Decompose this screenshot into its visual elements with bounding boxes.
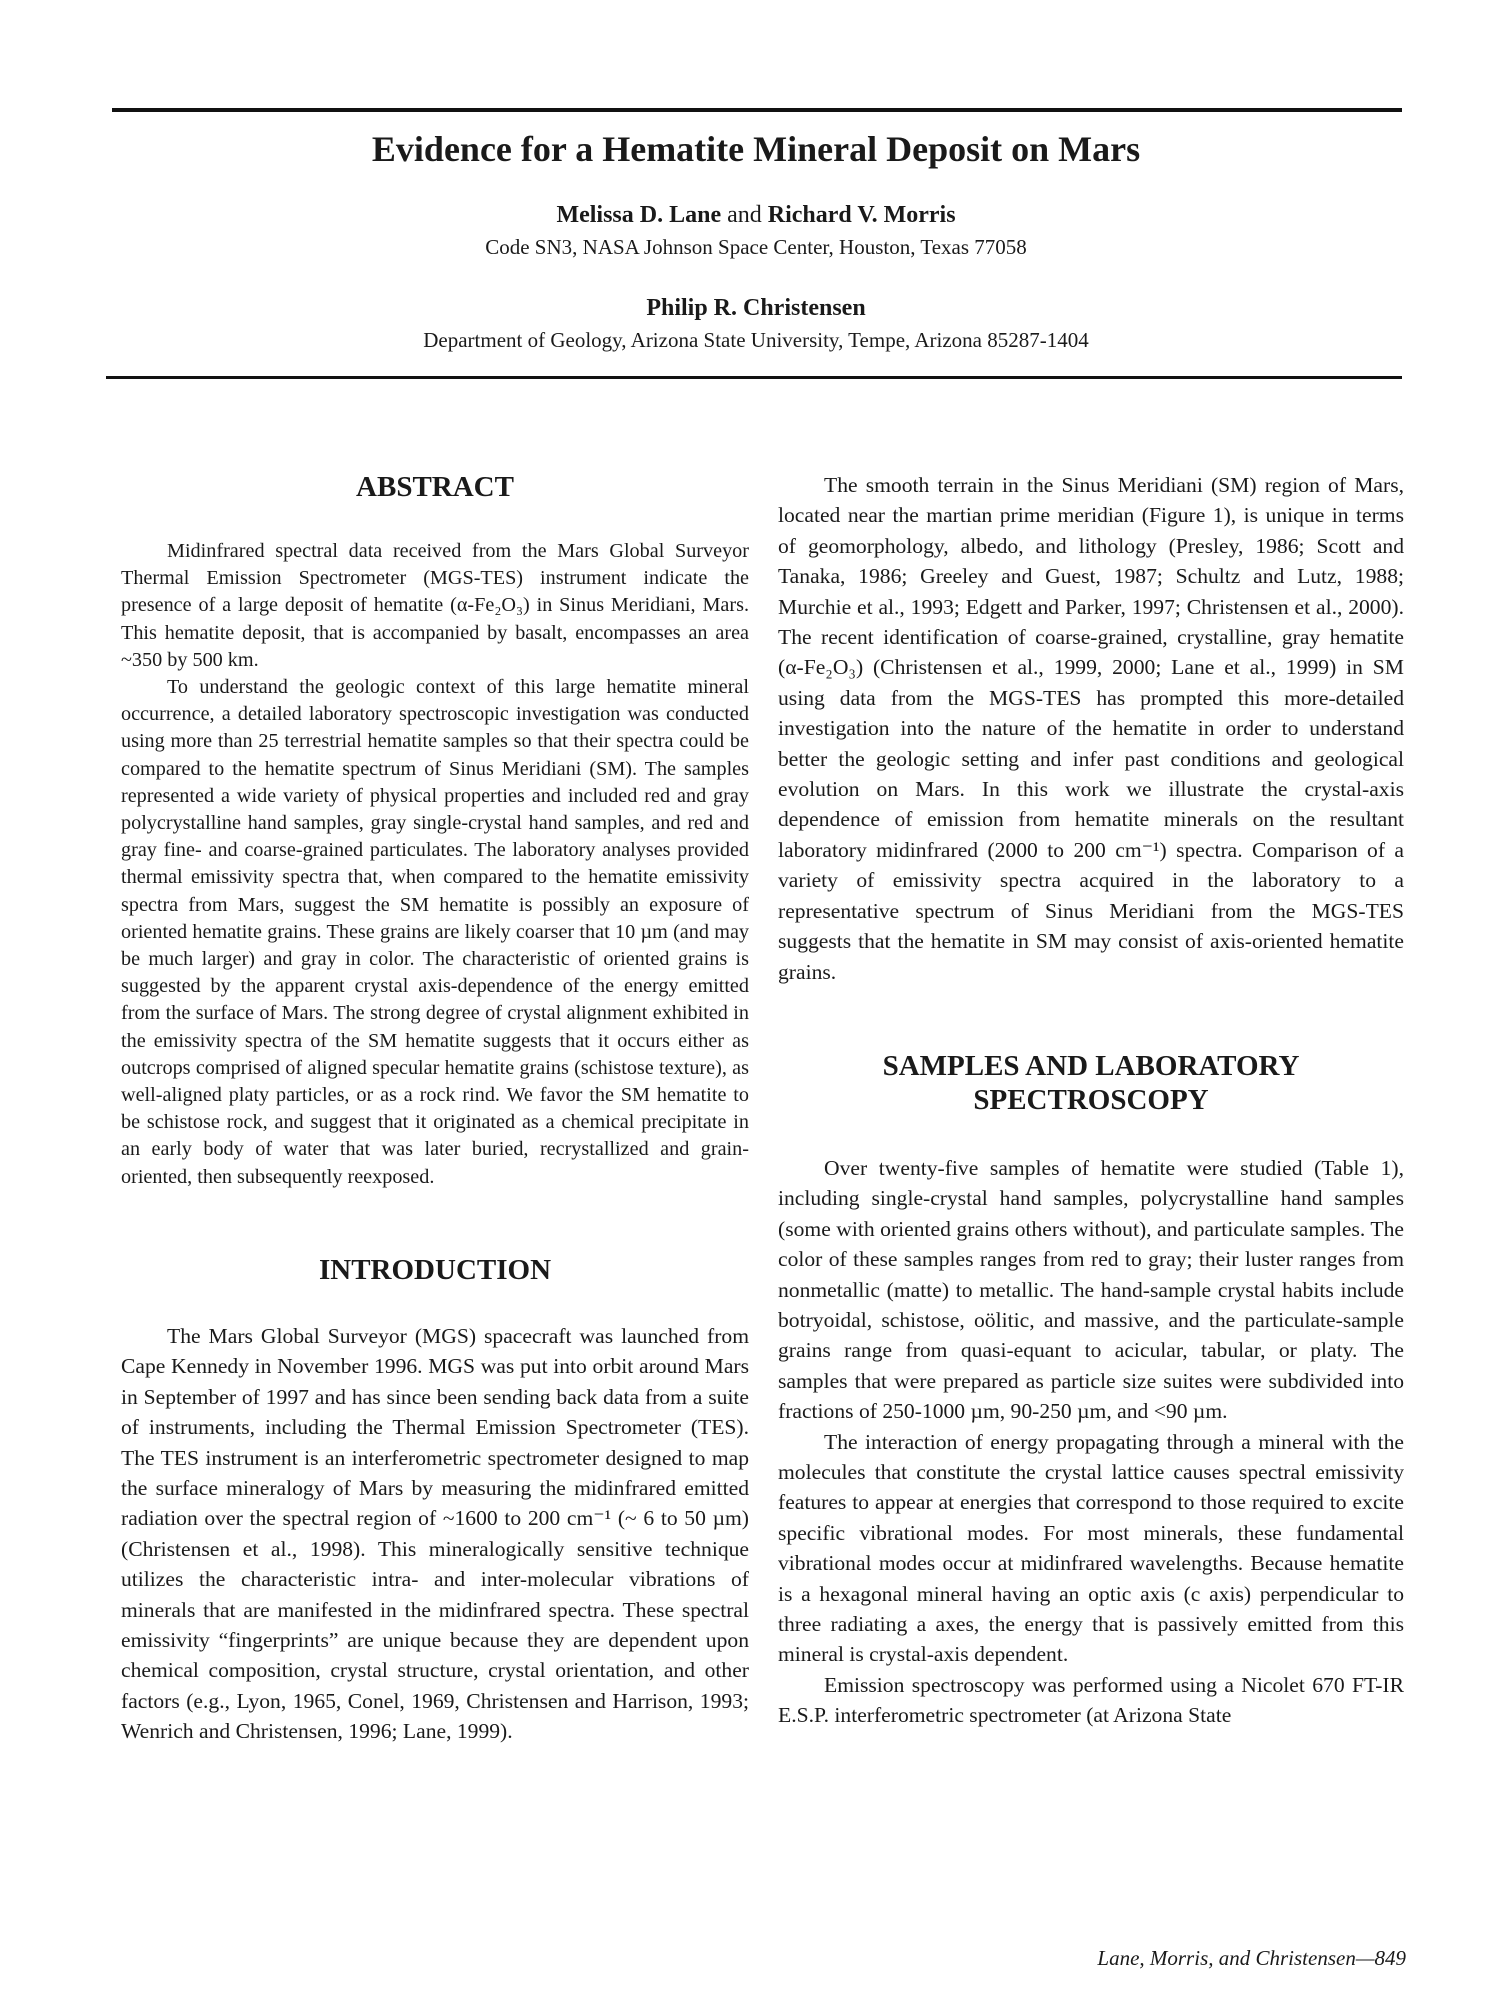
abstract-heading: ABSTRACT: [356, 471, 514, 503]
samples-paragraph: Over twenty-five samples of hematite were studied (Table 1), including single-crystal hand samples, polycrystalline hand samples (some with oriented grains others without), and particulate samples. The color of these samples ranges from red to gray; their luster ranges from nonmetallic (matte) to metallic. The hand-sample crystal habits include botryoidal, schistose, oölitic, and massive, and the particulate-sample grains range from quasi-equant to acicular, tabular, or platy. The samples that were prepared as particle size suites were subdivided into fractions of 250-1000 µm, 90-250 µm, and <90 µm.: [778, 1155, 1404, 1424]
right-column: [778, 470, 1404, 1731]
introduction-paragraph: The Mars Global Surveyor (MGS) spacecraft was launched from Cape Kennedy in November 1996. MGS was put into orbit around Mars in September of 1997 and has since been sending back data from a suite of instruments, including the Thermal Emission Spectrometer (TES). The TES instrument is an interferometric spectrometer designed to map the surface mineralogy of Mars by measuring the midinfrared emitted radiation over the spectral region of ~1600 to 200 cm⁻¹ (~ 6 to 50 µm) (Christensen et al., 1998). This mineralogically sensitive technique utilizes the characteristic intra- and inter-molecular vibrations of minerals that are manifested in the midinfrared spectra. These spectral emissivity “fingerprints” are unique because they are dependent upon chemical composition, crystal structure, crystal orientation, and other factors (e.g., Lyon, 1965, Conel, 1969, Christensen and Harrison, 1993; Wenrich and Christensen, 1996; Lane, 1999).: [121, 1323, 749, 1744]
introduction-paragraph: The smooth terrain in the Sinus Meridiani (SM) region of Mars, located near the martian prime meridian (Figure 1), is unique in terms of geomorphology, albedo, and lithology (Presley, 1986; Scott and Tanaka, 1986; Greeley and Guest, 1987; Schultz and Lutz, 1988; Murchie et al., 1993; Edgett and Parker, 1997; Christensen et al., 2000). The recent identification of coarse-grained, crystalline, gray hematite (α-Fe₂O₃) (Christensen et al., 1999, 2000; Lane et al., 1999) in SM using data from the MGS-TES has prompted this more-detailed investigation into the nature of the hematite in order to understand better the geologic setting and infer past conditions and geological evolution on Mars. In this work we illustrate the crystal-axis dependence of emission from hematite minerals on the resultant laboratory midinfrared (2000 to 200 cm⁻¹) spectra. Comparison of a variety of emissivity spectra acquired in the laboratory to a representative spectrum of Sinus Meridiani from the MGS-TES suggests that the hematite in SM may consist of axis-oriented hematite grains.: [778, 473, 1404, 984]
running-footer: Lane, Morris, and Christensen—849: [1097, 1946, 1406, 1970]
abstract-paragraph: To understand the geologic context of this large hematite mineral occurrence, a detailed laboratory spectroscopic investigation was conducted using more than 25 terrestrial hematite samples so that their spectra could be compared to the hematite spectrum of Sinus Meridiani (SM). The samples represented a wide variety of physical properties and included red and gray polycrystalline hand samples, gray single-crystal hand samples, and red and gray fine- and coarse-grained particulates. The laboratory analyses provided thermal emissivity spectra that, when compared to the hematite emissivity spectra from Mars, suggest the SM hematite is possibly an exposure of oriented hematite grains. These grains are likely coarser that 10 µm (and may be much larger) and gray in color. The characteristic of oriented grains is suggested by the apparent crystal axis-dependence of the energy emitted from the surface of Mars. The strong degree of crystal alignment exhibited in the emissivity spectra of the SM hematite suggests that it occurs either as outcrops comprised of aligned specular hematite grains (schistose texture), as well-aligned platy particles, or as a rock rind. We favor the SM hematite to be schistose rock, and suggest that it originated as a chemical precipitate in an early body of water that was later buried, recrystallized and grain-oriented, then subsequently reexposed.: [121, 676, 749, 1188]
header-bottom-rule: [106, 376, 1402, 379]
affiliation-2: Department of Geology, Arizona State University, Tempe, Arizona 85287-1404: [423, 328, 1089, 352]
author-joiner: and: [721, 202, 768, 228]
samples-heading-line-2: SPECTROSCOPY: [973, 1083, 1209, 1116]
left-column: [121, 470, 749, 1747]
top-rule: [112, 108, 1402, 112]
author-line-1: [0, 202, 1512, 229]
paper-title: Evidence for a Hematite Mineral Deposit on Mars: [371, 129, 1141, 169]
author-christensen: Philip R. Christensen: [646, 295, 866, 321]
author-lane: Melissa D. Lane: [556, 202, 722, 228]
samples-paragraph: The interaction of energy propagating through a mineral with the molecules that constitute the crystal lattice causes spectral emissivity features to appear at energies that correspond to those required to excite specific vibrational modes. For most minerals, these fundamental vibrational modes occur at midinfrared wavelengths. Because hematite is a hexagonal mineral having an optic axis (c axis) perpendicular to three radiating a axes, the energy that is passively emitted from this mineral is crystal-axis dependent.: [778, 1429, 1404, 1667]
abstract-paragraph: Midinfrared spectral data received from the Mars Global Surveyor Thermal Emission Spectrometer (MGS-TES) instrument indicate the presence of a large deposit of hematite (α-Fe₂O₃) in Sinus Meridiani, Mars. This hematite deposit, that is accompanied by basalt, encompasses an area ~350 by 500 km.: [121, 540, 749, 671]
introduction-heading: INTRODUCTION: [318, 1253, 552, 1286]
author-morris: Richard V. Morris: [767, 202, 956, 228]
introduction-continued: [778, 470, 1404, 987]
abstract-section: [121, 470, 749, 1191]
introduction-section: [121, 1253, 749, 1747]
samples-heading-line-1: SAMPLES AND LABORATORY: [882, 1049, 1300, 1082]
samples-section: [778, 1049, 1404, 1731]
affiliation-1: Code SN3, NASA Johnson Space Center, Houston, Texas 77058: [485, 235, 1027, 259]
samples-paragraph: Emission spectroscopy was performed using a Nicolet 670 FT-IR E.S.P. interferometric spectrometer (at Arizona State: [778, 1672, 1404, 1728]
samples-heading: [778, 1049, 1404, 1117]
